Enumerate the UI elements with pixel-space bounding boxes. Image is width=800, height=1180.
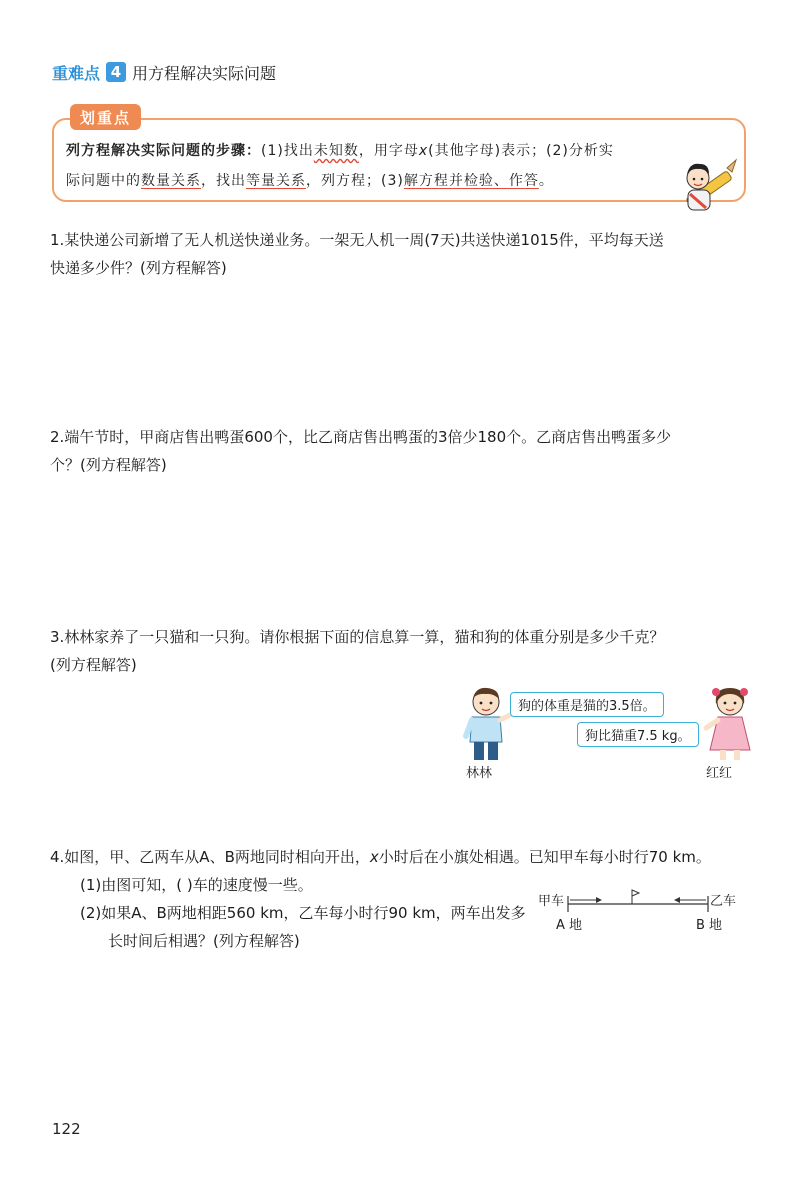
question-1: 1.某快递公司新增了无人机送快递业务。一架无人机一周(7天)共送快递1015件，平均每天送 快递多少件？(列方程解答) [50, 231, 664, 277]
question-4-part-2-line2: 长时间后相遇？(列方程解答) [108, 932, 300, 950]
student-pencil-illustration [676, 150, 740, 214]
question-4-part-1: (1)由图可知，( )车的速度慢一些。 [80, 876, 313, 894]
term-equal-relation: 等量关系 [246, 173, 306, 189]
page-number: 122 [52, 1120, 81, 1138]
section-header [52, 60, 276, 84]
label-place-a: A 地 [556, 918, 583, 933]
speech-bubble-weight-difference: 狗比猫重7.5 kg。 [577, 722, 699, 747]
key-point-lead: 列方程解决实际问题的步骤： [66, 143, 261, 159]
term-solve-check: 解方程并检验、作答 [403, 173, 539, 189]
term-quantity-relation: 数量关系 [141, 173, 201, 189]
girl-honghong-illustration [700, 684, 760, 764]
boy-linlin-illustration [458, 684, 518, 764]
section-number: 4 [106, 62, 126, 82]
section-label: 重难点 [52, 63, 101, 83]
term-unknown: 未知数 [313, 143, 359, 159]
question-4-part-2-line1: (2)如果A、B两地相距560 km，乙车每小时行90 km，两车出发多 [80, 904, 526, 922]
key-point-text: 列方程解决实际问题的步骤：(1)找出未知数，用字母x(其他字母)表示；(2)分析实 际问题中的数量关系，找出等量关系，列方程；(3)解方程并检验、作答。 [66, 143, 614, 189]
label-car-a: 甲车 [538, 894, 565, 909]
key-point-tag: 划重点 [70, 104, 141, 130]
label-place-b: B 地 [696, 918, 723, 933]
speech-bubble-dog-ratio: 狗的体重是猫的3.5倍。 [510, 692, 664, 717]
section-title: 用方程解决实际问题 [132, 63, 277, 83]
question-3: 3.林林家养了一只猫和一只狗。请你根据下面的信息算一算，猫和狗的体重分别是多少千克？ (列方程解答) [50, 628, 665, 674]
question-4: 4.如图，甲、乙两车从A、B两地同时相向开出，x小时后在小旗处相遇。已知甲车每小时行70 km。 (1)由图可知，( )车的速度慢一些。 (2)如果A、B两地相距560 km，乙车每小时行90 km，两车出发多 长时间后相遇？(列方程解答) [50, 843, 760, 955]
label-car-b: 乙车 [710, 894, 737, 909]
caption-honghong: 红红 [706, 766, 733, 781]
caption-linlin: 林林 [466, 766, 493, 781]
question-2: 2.端午节时，甲商店售出鸭蛋600个，比乙商店售出鸭蛋的3倍少180个。乙商店售出鸭蛋多少 个？(列方程解答) [50, 428, 672, 474]
